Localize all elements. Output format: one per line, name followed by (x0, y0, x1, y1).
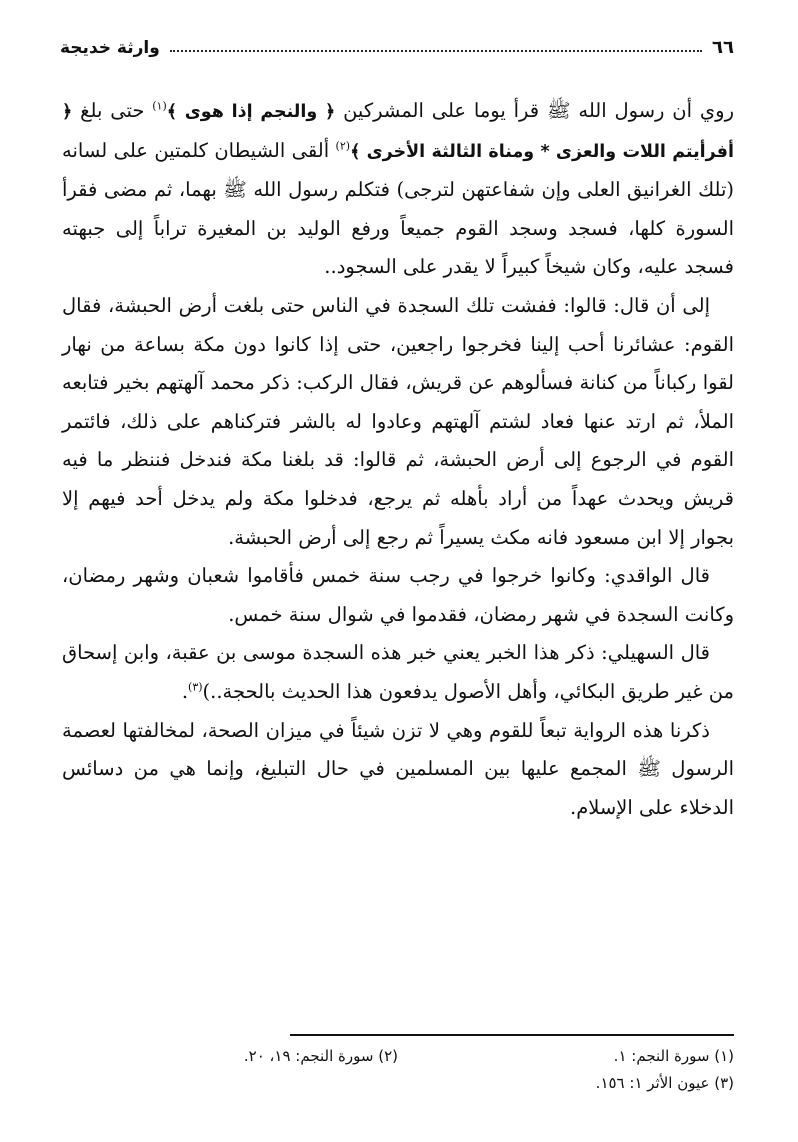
quran-quote-1: ﴿ والنجم إذا هوى ﴾ (166, 102, 336, 122)
paragraph-4 (62, 634, 734, 711)
p4-text-b: . (181, 679, 189, 703)
paragraph-3: قال الواقدي: وكانوا خرجوا في رجب سنة خمس فأقاموا شعبان وشهر رمضان، وكانت السجدة في شهر رمضان، فقدموا في شوال سنة خمس. (62, 564, 734, 626)
footnote-3: (٣) عيون الأثر ١: ١٥٦. (595, 1074, 734, 1092)
p1-text-b: حتى بلغ (72, 99, 153, 122)
footnotes (62, 1043, 734, 1097)
paragraph-2: إلى أن قال: قالوا: ففشت تلك السجدة في الناس حتى بلغت أرض الحبشة، فقال القوم: عشائرنا أحب إلينا فخرجوا راجعين، حتى إذا كانوا دون مكة بساعة من نهار لقوا ركباناً من كنانة فسألوهم عن قريش، فقال الركب: ذكر محمد آلهتهم بخير فتابعه الملأ، ثم ارتد عنها فعاد لشتم آلهتهم وعادوا له بالشر فتركناهم على ذلك، فائتمر القوم في الرجوع إلى أرض الحبشة، ثم قالوا: قد بلغنا مكة فندخل فننظر ما فيه قريش ويحدث عهداً من أراد بأهله ثم يرجع، فدخلوا مكة ولم يدخل أحد فيهم إلا بجوار إلا ابن مسعود فانه مكث يسيراً ثم رجع إلى أرض الحبشة. (62, 293, 734, 549)
quran-quote-2: ﴿ أفرأيتم اللات والعزى * ومناة الثالثة الأخرى ﴾ (62, 102, 734, 162)
footnote-ref-3: (٣) (188, 680, 203, 694)
footnote-1: (١) سورة النجم: ١. (613, 1047, 734, 1065)
main-text (62, 92, 734, 827)
header-dotted-leader (170, 50, 702, 52)
running-title: وارثة خديجة (60, 38, 160, 58)
footnote-ref-1: (١) (152, 99, 167, 113)
footnote-row-2 (62, 1070, 734, 1097)
p1-text-c: ألقى الشيطان كلمتين على لسانه (تلك الغرانيق العلى وإن شفاعتهن لترجى) فتكلم رسول الله ﷺ بهما، ثم مضى فقرأ السورة كلها، فسجد وسجد القوم جميعاً ورفع الوليد بن المغيرة تراباً إلى جبهته فسجد عليه، وكان شيخاً كبيراً لا يقدر على السجود.. (62, 138, 734, 279)
p1-text-a: روي أن رسول الله ﷺ قرأ يوما على المشركين (335, 99, 734, 122)
paragraph-1 (62, 92, 734, 287)
footnote-row-1 (62, 1043, 734, 1070)
p4-text-a: قال السهيلي: ذكر هذا الخبر يعني خبر هذه السجدة موسى بن عقبة، وابن إسحاق من غير طريق البكائي، وأهل الأصول يدفعون هذا الحديث بالحجة..) (62, 641, 734, 703)
paragraph-5: ذكرنا هذه الرواية تبعاً للقوم وهي لا تزن شيئاً في ميزان الصحة، لمخالفتها لعصمة الرسول ﷺ المجمع عليها بين المسلمين في حال التبليغ، وإنما هي من دسائس الدخلاء على الإسلام. (62, 718, 734, 819)
footnote-separator (290, 1034, 734, 1036)
footnote-ref-2: (٢) (335, 139, 351, 153)
page-header (60, 30, 734, 58)
page-number: ٦٦ (712, 37, 734, 58)
footnote-2: (٢) سورة النجم: ١٩، ٢٠. (243, 1047, 398, 1065)
